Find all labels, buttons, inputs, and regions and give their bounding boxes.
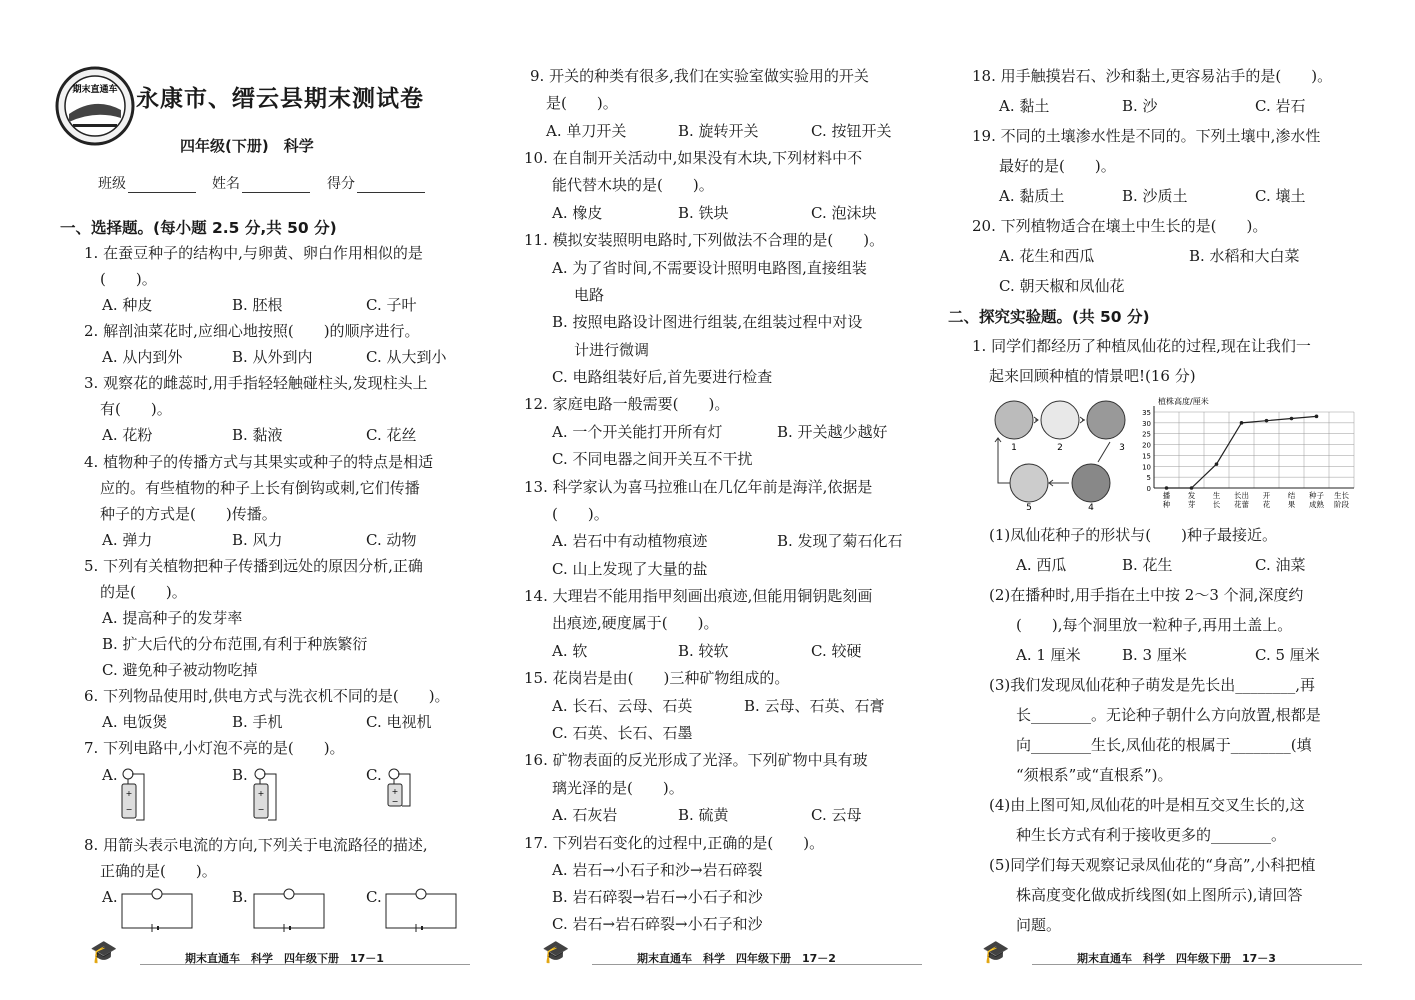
- question-text: 最好的是( )。: [999, 157, 1116, 175]
- question-text: 17. 下列岩石变化的过程中,正确的是( )。: [524, 834, 825, 852]
- data-point: [1240, 421, 1244, 425]
- cycle-label: 1: [1011, 443, 1017, 453]
- question-text: 18. 用手触摸岩石、沙和黏土,更容易沾手的是( )。: [972, 67, 1333, 85]
- option: C. 石英、长石、石墨: [552, 724, 693, 742]
- name-field[interactable]: [212, 173, 310, 193]
- x-tick-label: 芽: [1187, 500, 1196, 509]
- option: B.: [232, 766, 248, 784]
- question-text: 出痕迹,硬度属于( )。: [552, 614, 719, 632]
- question-text: 10. 在自制开关活动中,如果没有木块,下列材料中不: [524, 149, 863, 167]
- footer-text: 期末直通车 科学 四年级下册 17－1: [185, 952, 384, 965]
- data-point: [1165, 486, 1169, 490]
- question-text: “须根系”或“直根系”)。: [1016, 766, 1173, 784]
- data-point: [1265, 419, 1269, 423]
- cycle-label: 5: [1026, 503, 1032, 512]
- option: B. 岩石碎裂→岩石→小石子和沙: [552, 888, 763, 906]
- circuit-battery-b: [248, 766, 288, 822]
- x-tick-label: 发: [1187, 491, 1196, 500]
- footer-text: 期末直通车 科学 四年级下册 17－3: [1077, 952, 1276, 965]
- option: C. 5 厘米: [1255, 646, 1320, 664]
- option: C. 花丝: [366, 426, 417, 444]
- x-tick-label: 花蕾: [1234, 500, 1249, 509]
- option: B. 扩大后代的分布范围,有利于种族繁衍: [102, 635, 368, 653]
- graduation-cap-icon: 🎓: [542, 940, 570, 965]
- page-1: [0, 0, 472, 1000]
- option: C. 电视机: [366, 713, 432, 731]
- section-1-title: 一、选择题。(每小题 2.5 分,共 50 分): [60, 219, 337, 237]
- question-text: ( )。: [552, 505, 609, 523]
- option: A. 黏土: [999, 97, 1050, 115]
- question-text: (1)凤仙花种子的形状与( )种子最接近。: [989, 526, 1277, 544]
- question-text: 3. 观察花的雌蕊时,用手指轻轻触碰柱头,发现柱头上: [84, 374, 428, 392]
- option: A. 单刀开关: [546, 122, 627, 140]
- option: B. 手机: [232, 713, 283, 731]
- y-axis-label: 植株高度/厘米: [1158, 397, 1209, 406]
- option: B. 云母、石英、石膏: [744, 697, 885, 715]
- option: A. 黏质土: [999, 187, 1065, 205]
- class-label: 班级: [98, 176, 126, 192]
- x-tick-label: 结: [1287, 491, 1296, 500]
- option: A. 岩石→小石子和沙→岩石碎裂: [552, 861, 763, 879]
- option: A. 1 厘米: [1016, 646, 1081, 664]
- option: B. 旋转开关: [678, 122, 759, 140]
- svg-text:+: +: [125, 789, 133, 798]
- option: B. 花生: [1122, 556, 1173, 574]
- option: C. 岩石→岩石碎裂→小石子和沙: [552, 915, 763, 933]
- option: C. 云母: [811, 806, 862, 824]
- question-text: 4. 植物种子的传播方式与其果实或种子的特点是相适: [84, 453, 434, 471]
- option: C. 从大到小: [366, 348, 447, 366]
- question-text: 1. 在蚕豆种子的结构中,与卵黄、卵白作用相似的是: [84, 244, 423, 262]
- option: C. 油菜: [1255, 556, 1306, 574]
- option: B. 较软: [678, 642, 729, 660]
- question-text: 有( )。: [100, 400, 172, 418]
- question-text: 璃光泽的是( )。: [552, 779, 684, 797]
- option: A. 种皮: [102, 296, 153, 314]
- cycle-label: 4: [1088, 503, 1094, 512]
- question-text: 2. 解剖油菜花时,应细心地按照( )的顺序进行。: [84, 322, 420, 340]
- data-point: [1315, 415, 1319, 419]
- option: A. 花粉: [102, 426, 153, 444]
- option: A. 为了省时间,不需要设计照明电路图,直接组装: [552, 259, 867, 277]
- option: C. 按钮开关: [811, 122, 892, 140]
- question-text: 1. 同学们都经历了种植凤仙花的过程,现在让我们一: [972, 337, 1311, 355]
- option: B. 黏液: [232, 426, 283, 444]
- svg-text:−: −: [257, 805, 265, 814]
- option: B. 按照电路设计图进行组装,在组装过程中对设: [552, 313, 863, 331]
- page-subtitle: 四年级(下册) 科学: [180, 137, 314, 155]
- x-tick-label: 花: [1262, 500, 1271, 509]
- circuit-battery-c: [382, 766, 422, 822]
- question-text: (5)同学们每天观察记录凤仙花的“身高”,小科把植: [989, 856, 1316, 874]
- option: C. 子叶: [366, 296, 417, 314]
- question-text: 14. 大理岩不能用指甲刻画出痕迹,但能用铜钥匙刻画: [524, 587, 873, 605]
- footer-text: 期末直通车 科学 四年级下册 17－2: [637, 952, 836, 965]
- circuit-battery-a: [116, 766, 156, 822]
- x-tick-label: 长出: [1234, 491, 1249, 500]
- x-tick-label: 种子: [1309, 491, 1324, 500]
- svg-text:−: −: [391, 797, 399, 806]
- option: B. 沙: [1122, 97, 1158, 115]
- growth-line-chart: [1132, 396, 1364, 518]
- question-text: (4)由上图可知,凤仙花的叶是相互交叉生长的,这: [989, 796, 1305, 814]
- question-text: 12. 家庭电路一般需要( )。: [524, 395, 730, 413]
- data-point: [1290, 417, 1294, 421]
- circuit-loop-a: [118, 886, 196, 932]
- question-text: 正确的是( )。: [100, 862, 217, 880]
- circuit-loop-c: [382, 886, 460, 932]
- option: B. 胚根: [232, 296, 283, 314]
- question-text: 向________生长,凤仙花的根属于________(填: [1016, 736, 1312, 754]
- option: C. 避免种子被动物吃掉: [102, 661, 258, 679]
- logo-text: 期末直通车: [72, 85, 118, 95]
- option: B. 沙质土: [1122, 187, 1188, 205]
- x-tick-label: 生长: [1334, 491, 1349, 500]
- x-tick-label: 生: [1212, 491, 1221, 500]
- circuit-loop-b: [250, 886, 328, 932]
- question-text: 13. 科学家认为喜马拉雅山在几亿年前是海洋,依据是: [524, 478, 873, 496]
- x-tick-label: 长: [1212, 500, 1221, 509]
- option: C. 岩石: [1255, 97, 1306, 115]
- option: A. 花生和西瓜: [999, 247, 1095, 265]
- question-text: 长________。无论种子朝什么方向放置,根都是: [1016, 706, 1321, 724]
- y-tick-label: 10: [1142, 463, 1151, 472]
- question-text: 问题。: [1016, 916, 1062, 934]
- option: A. 一个开关能打开所有灯: [552, 423, 723, 441]
- x-tick-label: 阶段: [1334, 500, 1349, 509]
- question-text: (3)我们发现凤仙花种子萌发是先长出________,再: [989, 676, 1316, 694]
- option: C. 电路组装好后,首先要进行检查: [552, 368, 773, 386]
- option: B.: [232, 888, 248, 906]
- data-point: [1190, 486, 1194, 490]
- option: B. 开关越少越好: [777, 423, 888, 441]
- option: B. 从外到内: [232, 348, 313, 366]
- option: C. 不同电器之间开关互不干扰: [552, 450, 753, 468]
- y-tick-label: 0: [1146, 485, 1151, 493]
- x-tick-label: 成熟: [1309, 500, 1324, 509]
- y-tick-label: 20: [1142, 441, 1151, 450]
- logo-badge: [55, 66, 135, 146]
- option: A. 岩石中有动植物痕迹: [552, 532, 708, 550]
- option: A. 石灰岩: [552, 806, 618, 824]
- option: C. 山上发现了大量的盐: [552, 560, 708, 578]
- score-blank[interactable]: [357, 178, 425, 193]
- option: C. 动物: [366, 531, 417, 549]
- graduation-cap-icon: 🎓: [90, 940, 118, 965]
- x-tick-label: 播: [1162, 491, 1171, 500]
- option: A. 从内到外: [102, 348, 183, 366]
- question-text: 是( )。: [546, 94, 618, 112]
- page-title: 永康市、缙云县期末测试卷: [136, 86, 424, 112]
- question-text: 种子的方式是( )传播。: [100, 505, 277, 523]
- x-tick-label: 开: [1262, 491, 1271, 500]
- class-blank[interactable]: [128, 178, 196, 193]
- option: A. 长石、云母、石英: [552, 697, 693, 715]
- option: A. 提高种子的发芽率: [102, 609, 243, 627]
- option: B. 硫黄: [678, 806, 729, 824]
- svg-text:+: +: [391, 787, 399, 796]
- y-tick-label: 30: [1142, 419, 1151, 428]
- option: C.: [366, 888, 382, 906]
- growth-cycle-diagram: [990, 398, 1130, 512]
- option: B. 3 厘米: [1122, 646, 1187, 664]
- question-text: 19. 不同的土壤渗水性是不同的。下列土壤中,渗水性: [972, 127, 1321, 145]
- question-text: 6. 下列物品使用时,供电方式与洗衣机不同的是( )。: [84, 687, 450, 705]
- question-text: ( )。: [100, 270, 157, 288]
- question-text: 应的。有些植物的种子上长有倒钩或刺,它们传播: [100, 479, 420, 497]
- option: A. 软: [552, 642, 588, 660]
- question-text: 16. 矿物表面的反光形成了光泽。下列矿物中具有玻: [524, 751, 868, 769]
- svg-text:−: −: [125, 805, 133, 814]
- question-text: 5. 下列有关植物把种子传播到远处的原因分析,正确: [84, 557, 423, 575]
- y-tick-label: 15: [1142, 452, 1151, 461]
- option: A. 西瓜: [1016, 556, 1067, 574]
- score-field[interactable]: [327, 173, 425, 193]
- option: B. 风力: [232, 531, 283, 549]
- option: C. 壤土: [1255, 187, 1306, 205]
- data-point: [1215, 462, 1219, 466]
- option: C. 较硬: [811, 642, 862, 660]
- cycle-label: 2: [1057, 443, 1063, 453]
- question-text: 株高度变化做成折线图(如上图所示),请回答: [1016, 886, 1303, 904]
- question-text: 种生长方式有利于接收更多的________。: [1016, 826, 1287, 844]
- x-tick-label: 果: [1287, 500, 1296, 509]
- question-text: 9. 开关的种类有很多,我们在实验室做实验用的开关: [530, 67, 869, 85]
- option: A. 弹力: [102, 531, 153, 549]
- option: B. 水稻和大白菜: [1189, 247, 1300, 265]
- question-text: 7. 下列电路中,小灯泡不亮的是( )。: [84, 739, 345, 757]
- x-tick-label: 种: [1162, 500, 1171, 509]
- option: B. 铁块: [678, 204, 729, 222]
- svg-text:+: +: [257, 789, 265, 798]
- option: A.: [102, 888, 118, 906]
- option: C. 朝天椒和凤仙花: [999, 277, 1125, 295]
- page-3: [942, 0, 1415, 1000]
- class-field[interactable]: [98, 173, 196, 193]
- question-text: 15. 花岗岩是由( )三种矿物组成的。: [524, 669, 790, 687]
- question-text: ( ),每个洞里放一粒种子,再用土盖上。: [1016, 616, 1293, 634]
- y-tick-label: 35: [1142, 409, 1151, 417]
- question-text: 8. 用箭头表示电流的方向,下列关于电流路径的描述,: [84, 836, 428, 854]
- graduation-cap-icon: 🎓: [982, 940, 1010, 965]
- option: B. 发现了菊石化石: [777, 532, 903, 550]
- y-tick-label: 25: [1142, 430, 1151, 439]
- option: A. 橡皮: [552, 204, 603, 222]
- question-text: 20. 下列植物适合在壤土中生长的是( )。: [972, 217, 1268, 235]
- option: A.: [102, 766, 118, 784]
- name-label: 姓名: [212, 176, 240, 192]
- name-blank[interactable]: [242, 178, 310, 193]
- question-text: 11. 模拟安装照明电路时,下列做法不合理的是( )。: [524, 231, 885, 249]
- option: A. 电饭煲: [102, 713, 168, 731]
- option: 计进行微调: [574, 341, 650, 359]
- option: C.: [366, 766, 382, 784]
- y-tick-label: 5: [1146, 474, 1151, 483]
- option: C. 泡沫块: [811, 204, 877, 222]
- cycle-label: 3: [1119, 443, 1125, 453]
- question-text: 起来回顾种植的情景吧!(16 分): [989, 367, 1196, 385]
- score-label: 得分: [327, 176, 355, 192]
- page-2: [472, 0, 942, 1000]
- question-text: (2)在播种时,用手指在土中按 2～3 个洞,深度约: [989, 586, 1304, 604]
- question-text: 能代替木块的是( )。: [552, 176, 714, 194]
- section-2-title: 二、探究实验题。(共 50 分): [948, 308, 1150, 326]
- option: 电路: [574, 286, 605, 304]
- question-text: 的是( )。: [100, 583, 187, 601]
